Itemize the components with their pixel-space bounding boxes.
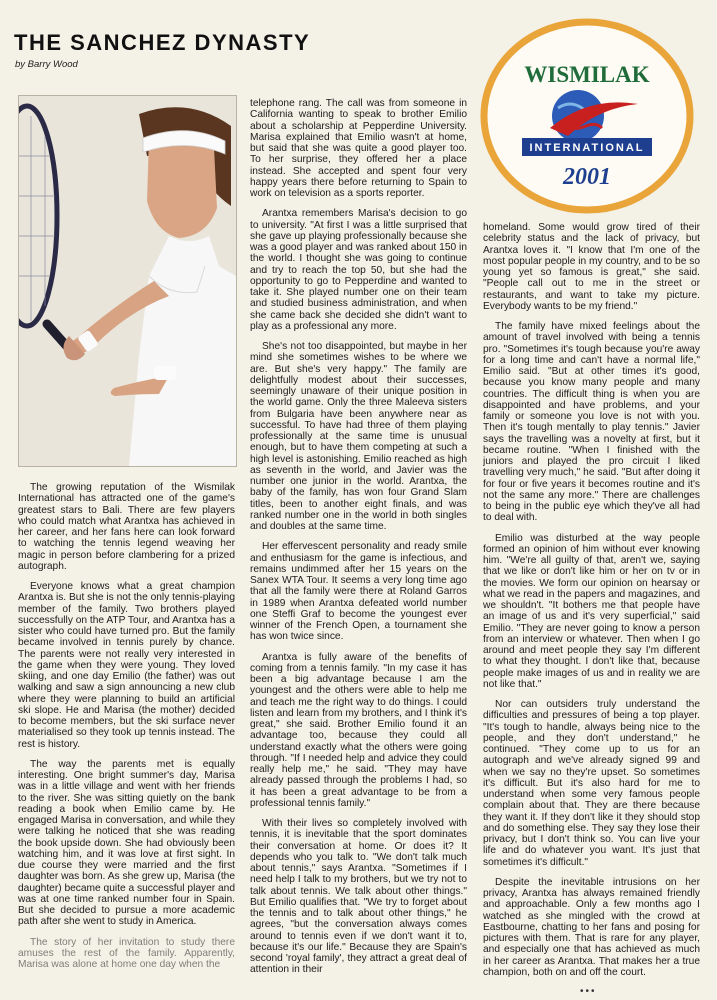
- paragraph: With their lives so completely involved with tennis, it is inevitable that the sport dominates their conversation at home. Or does it? It depends who you talk to. "We don't talk much about tennis," says Arantxa. "Sometimes if I need help I talk to my brothers, but we try not to talk about tennis. We talk about other things." But Emilio qualifies that. "We try to forget about the tennis and to talk about other things," he agrees, "but the conversation always comes around to tennis even if we don't want it to, because it's our life." Because they are Spain's second 'royal family', they attract a great deal of attention in their: [250, 818, 467, 976]
- logo-sub: INTERNATIONAL: [529, 142, 645, 154]
- paragraph: Arantxa is fully aware of the benefits of coming from a tennis family. "In my case it has been a big advantage because I am the youngest and the others were able to help me and teach me the right way to do things. I could listen and learn from my brothers, and I think it's great," she said. Brother Emilio found it an advantage too, because they could all understand exactly what the others were going through. "If I needed help and advice they could really help me," he said. "They may have already passed through the problems I had, so it has been a great advantage to be from a professional tennis family.": [250, 651, 467, 809]
- paragraph: The story of her invitation to study there amuses the rest of the family. Apparently, Marisa was alone at home one day when the: [18, 936, 235, 970]
- paragraph: The way the parents met is equally interesting. One bright summer's day, Marisa was in a little village and went with her friends to the river. She was sitting quietly on the bank reading a book when Emilio came by. He engaged Marisa in conversation, and while they were talking he noticed that she was reading the book upside down. She had obviously been watching him, and it was love at first sight. In due course they were married and the first daughter was born. As she grew up, Marisa (the daughter) became quite a successful player and was at one time ranked number four in Spain. But she decided to pursue a more academic path after she went to study in America.: [18, 758, 235, 928]
- paragraph: Emilio was disturbed at the way people formed an opinion of him without ever knowing him. "We're all guilty of that, aren't we, saying that we like or don't like him or her on tv or in the movies. We form our opinion on hearsay or what we read in the papers and magazines, and we shouldn't. "It bothers me that people have an image of us and it's very superficial," said Emilio. "They are never going to know a person from an interview or whatever. Then when I go around and meet people they say I'm different to what they thought. I don't like that, because people make images of us and in reality we are not like that.": [483, 532, 700, 690]
- byline: by Barry Wood: [15, 59, 78, 70]
- paragraph: The growing reputation of the Wismilak International has attracted one of the game's greatest stars to Bali. There are few players who could match what Arantxa has achieved in her career, and her fans here can look forward to watching the tennis legend weaving her magic in person before clambering for a prized autograph.: [18, 482, 235, 572]
- logo-year: 2001: [563, 164, 611, 190]
- paragraph: telephone rang. The call was from someone in California wanting to speak to brother Emilio about a scholarship at Pepperdine University. Marisa explained that Emilio wasn't at home, but said that she was quite a good player too. To her surprise, they offered her a place instead. She accepted and spent four very happy years there before returning to Spain to work on television as a sports reporter.: [250, 98, 467, 199]
- tennis-ball-globe-icon: [478, 16, 696, 216]
- tennis-player-photo: [18, 95, 237, 467]
- wismilak-logo: [478, 16, 696, 216]
- article-column-2: [250, 98, 467, 994]
- paragraph: Nor can outsiders truly understand the difficulties and pressures of being a top player. "It's tough to handle, always being nice to the people, and they don't understand," he continued. "They come up to us for an autograph and we've already signed 99 and when we say no they're upset. So sometimes it's difficult. But it's also hard for me to understand when some very famous people complain about that. They are there because they want it. If they don't like it they should stop and do something else. They say they lose their privacy, but I don't think so. You can live your life and do whatever you want. It's just that sometimes it's difficult.": [483, 699, 700, 868]
- tennis-player-illustration: [19, 96, 236, 466]
- paragraph: The family have mixed feelings about the amount of travel involved with being a tennis pro. "Sometimes it's tough because you're away for a long time and can't have a normal life," Emilio said. "But at other times it's good, because you know many people and many countries. The difficult thing is when you are disappointed and have problems, and your family or someone you love is not with you. Then it's tough mentally to play tennis." Javier says the travelling was a novelty at first, but it became routine. "When I finished with the juniors and played the pro circuit I liked travelling very much," he said. "But after doing it for four or five years it becomes routine and it's not the same any more." There are challenges to being in the public eye which they've all had to deal with.: [483, 321, 700, 524]
- article-column-1: [18, 482, 235, 994]
- article-column-3: [483, 222, 700, 987]
- paragraph: Despite the inevitable intrusions on her privacy, Arantxa has always remained friendly and approachable. Only a few months ago I watched as she mingled with the crowd at Eastbourne, chatting to her fans and posing for pictures with them. That is rare for any player, and especially one that has achieved as much in her career as Arantxa. That makes her a true champion, both on and off the court.: [483, 876, 700, 978]
- paragraph: She's not too disappointed, but maybe in her mind she sometimes wishes to be where we are. But she's very happy." The family are delightfully modest about their successes, seemingly unaware of their unique position in the world game. Only the three Maleeva sisters from Bulgaria have been anywhere near as successful. To have had three of them playing professionally at the same time is unusual enough, but to have them competing at such a high level is astonishing. Emilio reached as high as seventh in the world, and Javier was the number one junior in the world. Arantxa, the baby of the family, has won four Grand Slam titles, been to another eight finals, and was ranked number one in the world in both singles and doubles at the same time.: [250, 341, 467, 532]
- article-title: THE SANCHEZ DYNASTY: [14, 30, 311, 55]
- paragraph: Arantxa remembers Marisa's decision to go to university. "At first I was a little surprised that she gave up playing professionally because she was a good player and was ranked about 150 in the world. I thought she was going to continue and try to reach the top 50, but she had the opportunity to go to Pepperdine and wanted to take it. She played number one on their team and studied business administration, and when she came back she decided she didn't want to play as a professional any more.: [250, 208, 467, 332]
- paragraph: homeland. Some would grow tired of their celebrity status and the lack of privacy, but Arantxa loves it. "I know that I'm one of the most popular people in my country, and to be so young yet so famous is great," she said. "People call out to me in the street or restaurants, and want to take my picture. Everybody wants to be my friend.": [483, 222, 700, 312]
- logo-name: WISMILAK: [524, 62, 650, 87]
- end-mark: •••: [580, 986, 597, 997]
- paragraph: Her effervescent personality and ready smile and enthusiasm for the game is infectious, and remains undimmed after her 15 years on the Sanex WTA Tour. It seems a very long time ago that all the family were there at Roland Garros in 1989 when Arantxa defeated world number one Steffi Graf to become the youngest ever winner of the French Open, a tournament she has won twice since.: [250, 541, 467, 643]
- paragraph: Everyone knows what a great champion Arantxa is. But she is not the only tennis-playing member of the family. Two brothers played successfully on the ATP Tour, and Arantxa has a sister who could have turned pro. But the family became involved in tennis purely by chance. The parents were not really very interested in the game when they were young. They loved skiing, and one day Emilio (the father) was out walking and saw a sign announcing a new club where they were planning to build an artificial ski slope. He and Marisa (the mother) decided to become members, but the ski surface never materialised so they took up tennis instead. The rest is history.: [18, 581, 235, 750]
